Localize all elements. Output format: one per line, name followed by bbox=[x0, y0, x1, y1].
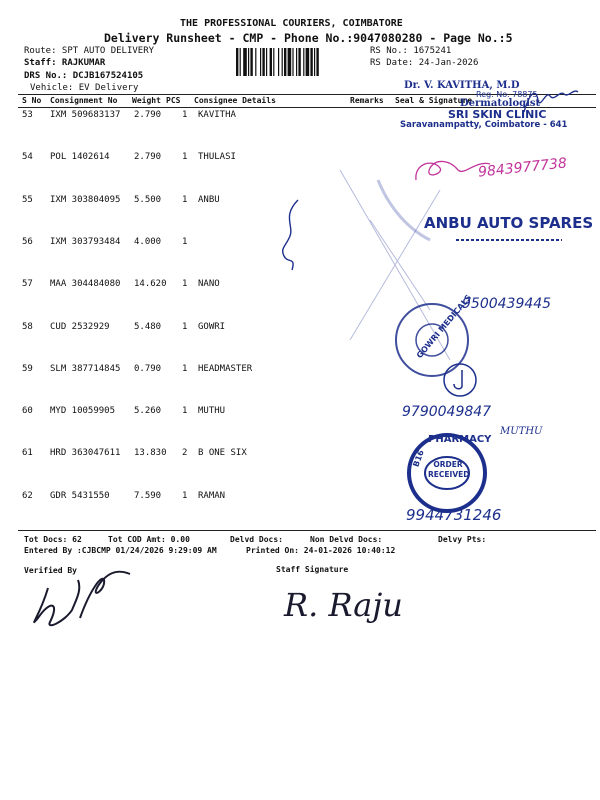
row-sno: 62 bbox=[22, 490, 33, 501]
row-pcs: 1 bbox=[182, 152, 188, 163]
verified-signature bbox=[20, 560, 140, 640]
row-weight: 2.790 bbox=[134, 152, 162, 163]
row-pcs: 1 bbox=[182, 406, 188, 417]
clinic-name: SRI SKIN CLINIC bbox=[448, 108, 547, 121]
delvd-docs: Delvd Docs: bbox=[230, 535, 283, 544]
col-consignment: Consignment No bbox=[50, 96, 118, 105]
row-pcs: 1 bbox=[182, 490, 188, 501]
tot-docs: Tot Docs: 62 bbox=[24, 535, 82, 544]
gowri-stamp-text: GOWRI MEDICALS bbox=[414, 292, 474, 361]
row-sno: 54 bbox=[22, 152, 33, 163]
row-consignee: B ONE SIX bbox=[198, 448, 247, 459]
row-weight: 0.790 bbox=[134, 363, 162, 374]
runsheet-title: Delivery Runsheet - CMP - Phone No.:9047080280 - Page No.:5 bbox=[104, 31, 513, 45]
row-pcs: 1 bbox=[182, 279, 188, 290]
row-sno: 57 bbox=[22, 279, 33, 290]
pharmacy-b16: B16 bbox=[411, 448, 426, 469]
staff-label: Staff: RAJKUMAR bbox=[24, 58, 106, 68]
row-consignee: MUTHU bbox=[198, 406, 226, 417]
col-weight: Weight bbox=[132, 96, 161, 105]
muthu-handwriting: MUTHU bbox=[500, 426, 543, 437]
staff-signature-label: Staff Signature bbox=[276, 565, 349, 574]
table-row bbox=[0, 406, 600, 420]
delvy-pts: Delvy Pts: bbox=[438, 535, 487, 544]
row-consignment: CUD 2532929 bbox=[50, 321, 110, 332]
table-row bbox=[0, 364, 600, 378]
tot-cod: Tot COD Amt: 0.00 bbox=[108, 535, 190, 544]
row-pcs: 1 bbox=[182, 194, 188, 205]
anbu-stamp: ANBU AUTO SPARES bbox=[424, 214, 594, 232]
staff-signature-handwriting: R. Raju bbox=[284, 586, 403, 624]
row-sno: 61 bbox=[22, 448, 33, 459]
row-consignment: MYD 10059905 bbox=[50, 406, 116, 417]
row-consignment: GDR 5431550 bbox=[50, 490, 110, 501]
row-pcs: 1 bbox=[182, 236, 188, 247]
headmaster-signature bbox=[440, 360, 480, 400]
row-weight: 5.260 bbox=[134, 406, 162, 417]
row-weight: 2.790 bbox=[134, 110, 162, 120]
row-weight: 7.590 bbox=[134, 490, 162, 501]
clinic-speciality: Dermatologist bbox=[460, 98, 541, 109]
pharmacy-label: PHARMACY bbox=[428, 434, 492, 445]
row-sno: 58 bbox=[22, 321, 33, 332]
row-weight: 14.620 bbox=[134, 279, 167, 290]
row-consignment: MAA 304484080 bbox=[50, 279, 121, 290]
nano-phone: 9500439445 bbox=[462, 296, 552, 312]
rs-number: RS No.: 1675241 bbox=[370, 46, 452, 56]
row-consignee: HEADMASTER bbox=[198, 363, 253, 374]
row-consignment: IXM 303793484 bbox=[50, 236, 121, 247]
col-pcs: PCS bbox=[166, 96, 181, 105]
clinic-reg-no: Reg. No. 78875 bbox=[476, 90, 538, 99]
row-consignee: RAMAN bbox=[198, 490, 226, 501]
table-row bbox=[0, 322, 600, 336]
clinic-address: Saravanampatty, Coimbatore - 641 bbox=[400, 120, 568, 130]
drs-number: DRS No.: DCJB167524105 bbox=[24, 71, 144, 81]
row-sno: 55 bbox=[22, 194, 33, 205]
company-title: THE PROFESSIONAL COURIERS, COIMBATORE bbox=[180, 18, 403, 29]
row-consignee: ANBU bbox=[198, 194, 220, 205]
table-row bbox=[0, 448, 600, 462]
table-row bbox=[0, 491, 600, 505]
row-consignment: HRD 363047611 bbox=[50, 448, 121, 459]
table-row bbox=[0, 279, 600, 293]
route-label: Route: SPT AUTO DELIVERY bbox=[24, 46, 155, 56]
row-sno: 59 bbox=[22, 363, 33, 374]
row-consignment: IXM 303804095 bbox=[50, 194, 121, 205]
row-consignee: THULASI bbox=[198, 152, 236, 163]
col-remarks: Remarks bbox=[350, 96, 384, 105]
clinic-signature bbox=[520, 82, 580, 122]
row-consignment: SLM 387714845 bbox=[50, 363, 121, 374]
non-delvd-docs: Non Delvd Docs: bbox=[310, 535, 383, 544]
row-pcs: 1 bbox=[182, 321, 188, 332]
row-weight: 5.480 bbox=[134, 321, 162, 332]
anbu-signature bbox=[276, 196, 306, 276]
muthu-phone: 9790049847 bbox=[402, 404, 492, 420]
row-pcs: 2 bbox=[182, 448, 188, 459]
row-weight: 13.830 bbox=[134, 448, 167, 459]
row-weight: 5.500 bbox=[134, 194, 162, 205]
col-sno: S No bbox=[22, 96, 42, 105]
raman-phone: 9944731246 bbox=[406, 506, 502, 524]
row-consignment: POL 1402614 bbox=[50, 152, 110, 163]
anbu-stamp-subtext bbox=[454, 234, 564, 246]
row-weight: 4.000 bbox=[134, 236, 162, 247]
rs-date: RS Date: 24-Jan-2026 bbox=[370, 58, 479, 68]
order-received: ORDER RECEIVED bbox=[428, 460, 470, 479]
row-pcs: 1 bbox=[182, 110, 188, 120]
thulasi-phone: 9843977738 bbox=[477, 155, 568, 181]
col-seal: Seal & Signature bbox=[395, 96, 473, 105]
row-consignment: IXM 509683137 bbox=[50, 110, 121, 120]
verified-by: Verified By bbox=[24, 566, 77, 575]
row-consignee: GOWRI bbox=[198, 321, 226, 332]
col-consignee: Consignee Details bbox=[194, 96, 276, 105]
row-sno: 53 bbox=[22, 110, 33, 120]
row-sno: 60 bbox=[22, 406, 33, 417]
row-consignee: KAVITHA bbox=[198, 110, 236, 120]
footer-divider bbox=[18, 530, 596, 531]
barcode bbox=[236, 48, 366, 76]
row-sno: 56 bbox=[22, 236, 33, 247]
row-consignee: NANO bbox=[198, 279, 220, 290]
row-pcs: 1 bbox=[182, 363, 188, 374]
entered-by: Entered By :CJBCMP 01/24/2026 9:29:09 AM bbox=[24, 546, 217, 555]
clinic-doctor-name: Dr. V. KAVITHA, M.D bbox=[404, 80, 520, 91]
vehicle-label: Vehicle: EV Delivery bbox=[30, 83, 139, 93]
printed-on: Printed On: 24-01-2026 10:40:12 bbox=[246, 546, 396, 555]
